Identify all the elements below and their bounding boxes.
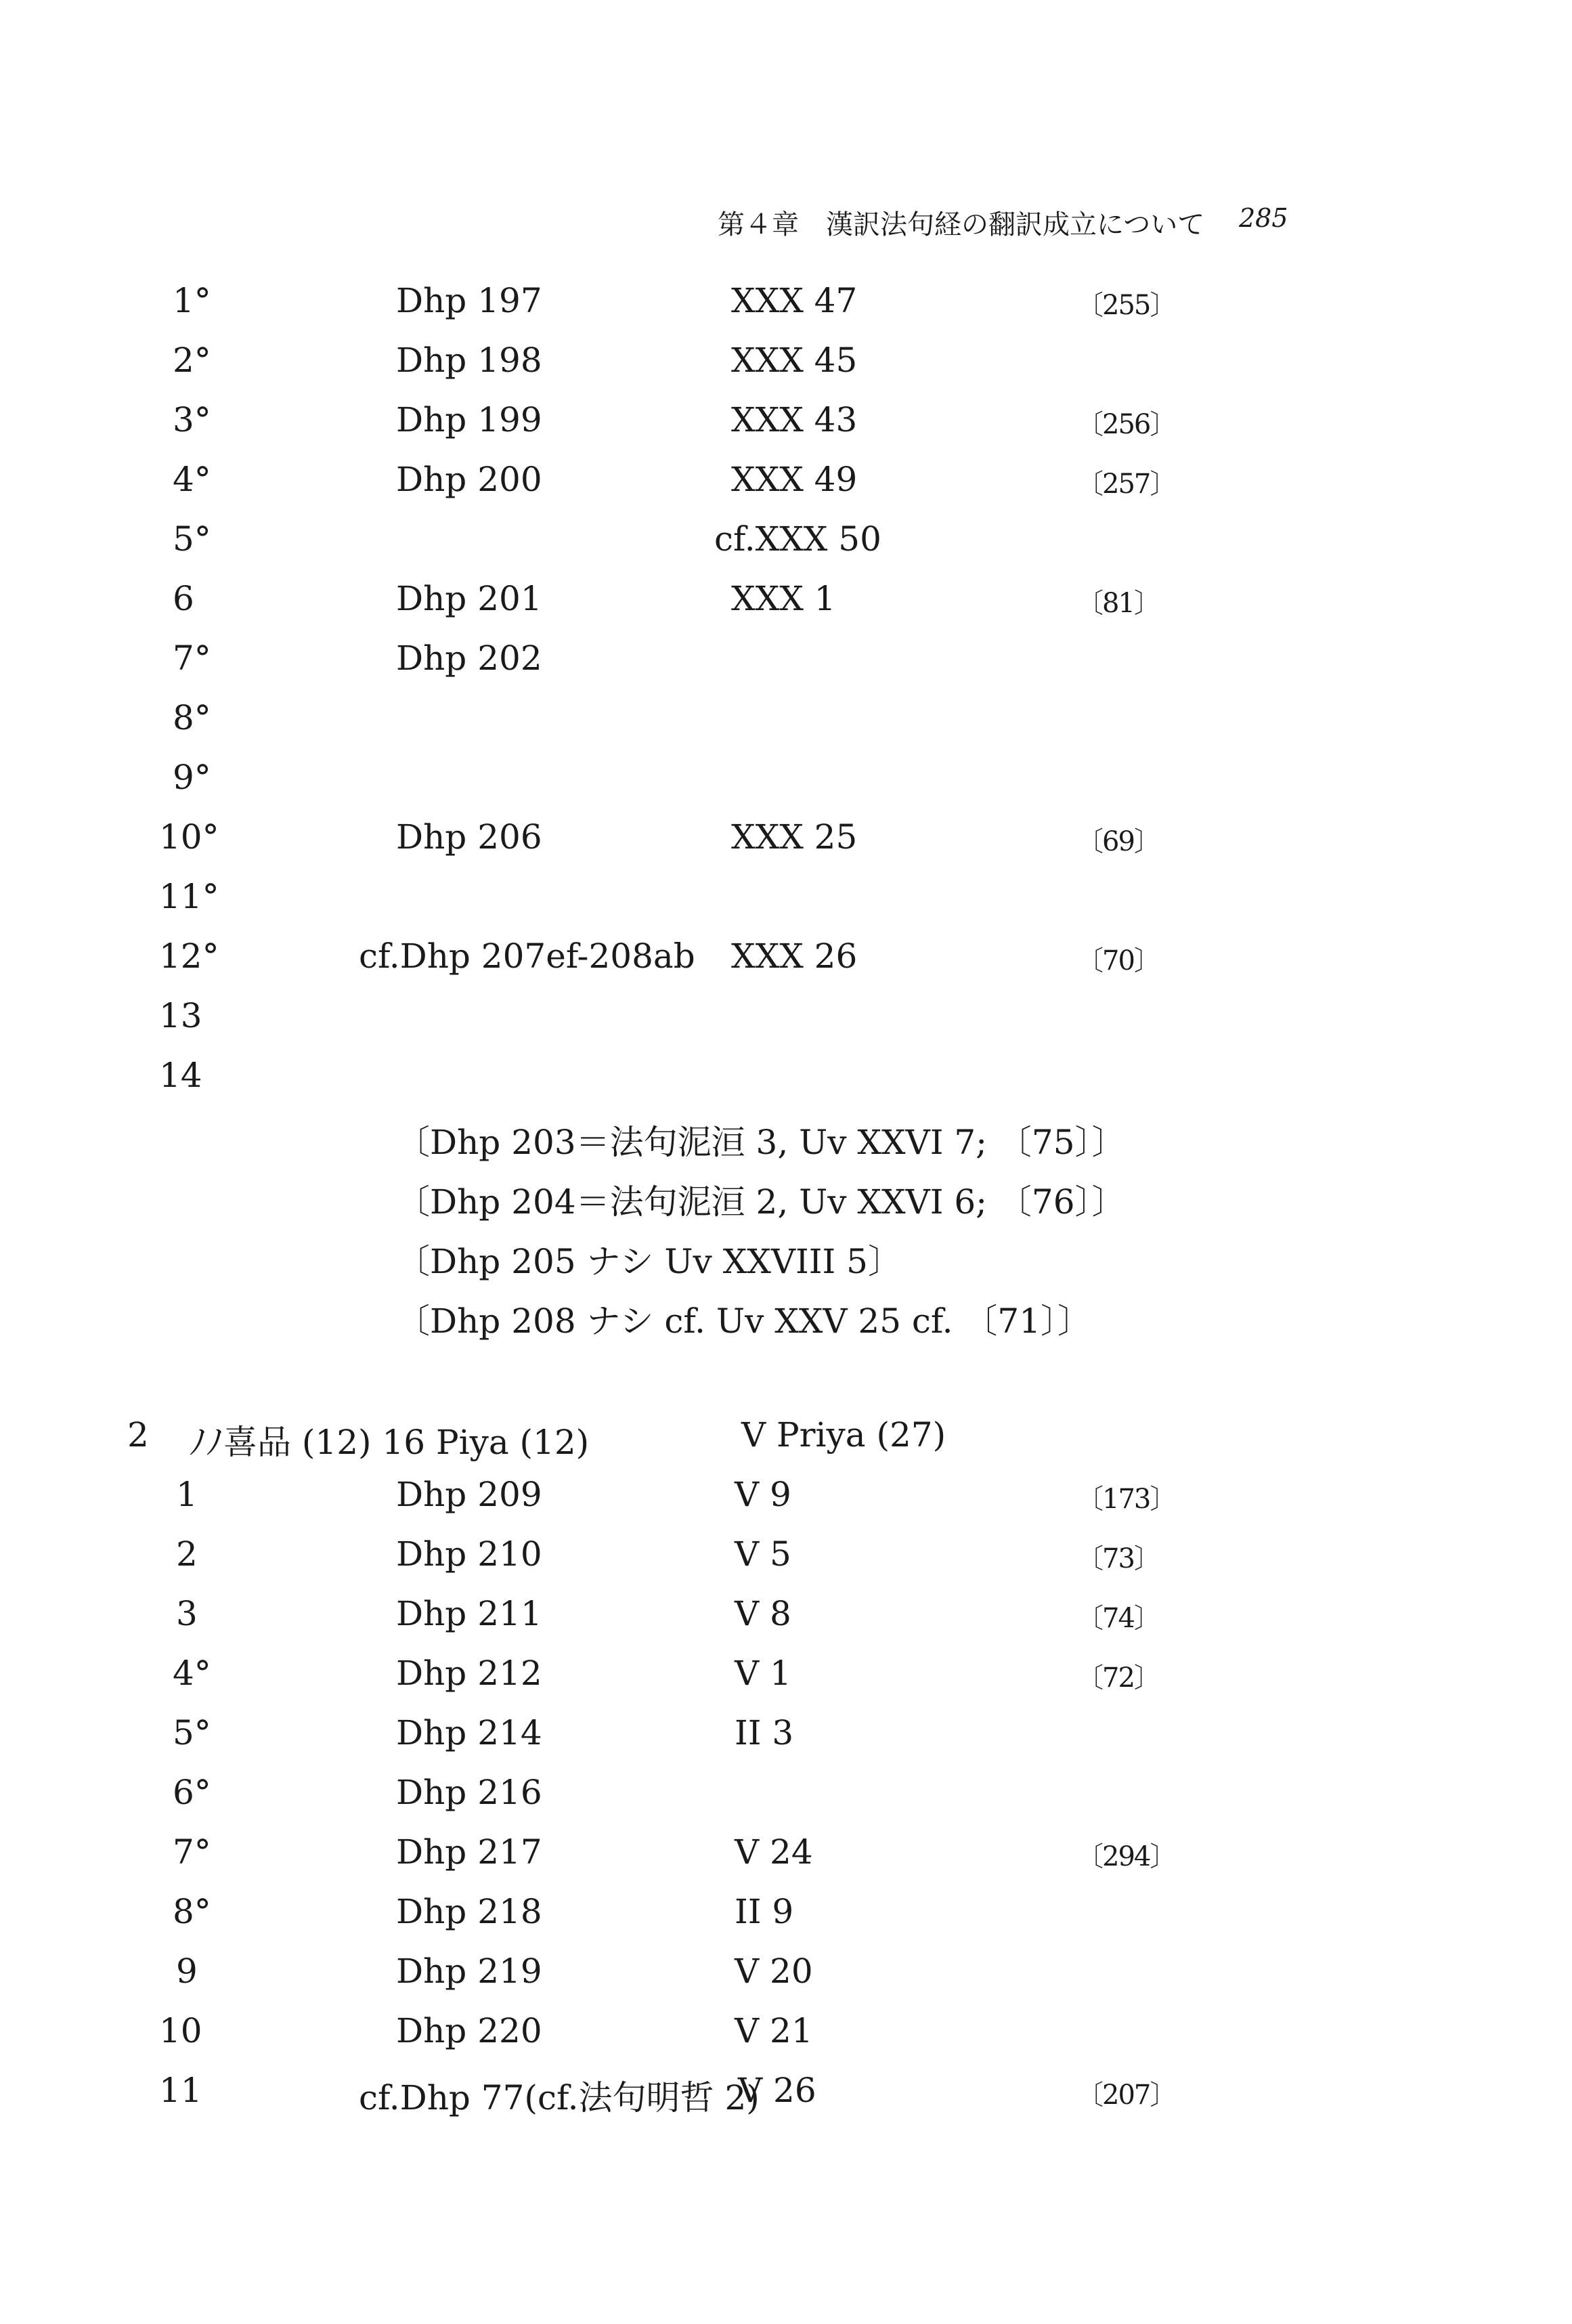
table-row [0, 996, 1572, 1050]
uv-ref: II 3 [735, 1713, 794, 1752]
verse-number: 11 [159, 2071, 202, 2110]
verse-number: 11° [159, 877, 219, 916]
table-row [0, 639, 1572, 693]
section-title: ﾉﾉ喜品 (12) 16 Piya (12) [190, 1423, 590, 1462]
verse-number: 6 [173, 579, 194, 618]
verse-number: 9° [173, 758, 211, 797]
dhp-ref: Dhp 202 [396, 639, 542, 678]
verse-number: 5° [173, 519, 211, 559]
table-row [0, 1654, 1572, 1708]
section-number: 2 [127, 1415, 149, 1455]
section-uv: V Priya (27) [741, 1415, 946, 1455]
dhp-ref: Dhp 198 [396, 341, 542, 380]
verse-number: 2 [176, 1534, 198, 1574]
chapter-title: 第４章 漢訳法句経の翻訳成立について [718, 209, 1205, 240]
bracket-ref: 〔73〕 [1076, 1543, 1160, 1574]
table-row [0, 1952, 1572, 2006]
bracket-ref: 〔257〕 [1076, 469, 1176, 500]
uv-ref: XXX 49 [731, 460, 858, 499]
uv-ref: XXX 26 [731, 937, 858, 976]
verse-number: 7° [173, 639, 211, 678]
table-row [0, 698, 1572, 752]
dhp-ref: Dhp 206 [396, 817, 542, 857]
note-line: 〔Dhp 208 ナシ cf. Uv XXV 25 cf. 〔71〕〕 [396, 1301, 1092, 1341]
table-row [0, 400, 1572, 454]
dhp-ref: Dhp 217 [396, 1832, 542, 1872]
table-row [0, 281, 1572, 335]
bracket-ref: 〔72〕 [1076, 1662, 1160, 1694]
bracket-ref: 〔256〕 [1076, 409, 1176, 440]
uv-ref: V 8 [735, 1594, 791, 1633]
verse-number: 4° [173, 460, 211, 499]
bracket-ref: 〔294〕 [1076, 1841, 1176, 1872]
uv-ref: cf.XXX 50 [714, 519, 881, 559]
verse-number: 14 [159, 1056, 202, 1095]
note-line: 〔Dhp 203＝法句泥洹 3, Uv XXVI 7; 〔75〕〕 [396, 1123, 1126, 1162]
uv-ref: V 20 [735, 1952, 813, 1991]
uv-ref: XXX 1 [731, 579, 836, 618]
verse-number: 4° [173, 1654, 211, 1693]
table-row [0, 877, 1572, 931]
verse-number: 3° [173, 400, 211, 439]
dhp-ref: Dhp 201 [396, 579, 542, 618]
verse-number: 2° [173, 341, 211, 380]
table-row [0, 2071, 1572, 2125]
uv-ref: XXX 45 [731, 341, 858, 380]
bracket-ref: 〔207〕 [1076, 2080, 1176, 2111]
table-row [0, 1713, 1572, 1767]
dhp-ref: Dhp 210 [396, 1534, 542, 1574]
table-row [0, 1534, 1572, 1589]
uv-ref: V 24 [735, 1832, 813, 1872]
verse-number: 12° [159, 937, 219, 976]
uv-ref: V 9 [735, 1475, 791, 1514]
dhp-ref: Dhp 200 [396, 460, 542, 499]
note-line: 〔Dhp 204＝法句泥洹 2, Uv XXVI 6; 〔76〕〕 [396, 1182, 1126, 1222]
dhp-ref: Dhp 219 [396, 1952, 542, 1991]
dhp-ref: Dhp 212 [396, 1654, 542, 1693]
table-row [0, 758, 1572, 812]
verse-number: 13 [159, 996, 202, 1035]
bracket-ref: 〔173〕 [1076, 1484, 1176, 1515]
note-line: 〔Dhp 205 ナシ Uv XXVIII 5〕 [396, 1242, 902, 1281]
uv-ref: XXX 25 [731, 817, 858, 857]
bracket-ref: 〔74〕 [1076, 1603, 1160, 1634]
table-row [0, 1056, 1572, 1110]
table-row [0, 1475, 1572, 1529]
dhp-ref: cf.Dhp 77(cf.法句明哲 2) [359, 2078, 760, 2117]
section-heading [0, 1415, 1572, 1469]
table-row [0, 460, 1572, 514]
verse-number: 1 [176, 1475, 198, 1514]
verse-number: 10° [159, 817, 219, 857]
bracket-ref: 〔255〕 [1076, 290, 1176, 321]
verse-number: 7° [173, 1832, 211, 1872]
uv-ref: V 21 [735, 2011, 813, 2050]
verse-number: 6° [173, 1773, 211, 1812]
verse-number: 8° [173, 698, 211, 737]
bracket-ref: 〔69〕 [1076, 826, 1160, 857]
table-row [0, 817, 1572, 872]
uv-ref: II 9 [735, 1892, 794, 1931]
dhp-ref: Dhp 214 [396, 1713, 542, 1752]
dhp-ref: Dhp 220 [396, 2011, 542, 2050]
uv-ref: V 5 [735, 1534, 791, 1574]
verse-number: 10 [159, 2011, 202, 2050]
uv-ref: XXX 43 [731, 400, 858, 439]
table-row [0, 1892, 1572, 1946]
table-row [0, 937, 1572, 991]
dhp-ref: Dhp 211 [396, 1594, 542, 1633]
table-row [0, 1594, 1572, 1648]
uv-ref: V 1 [735, 1654, 791, 1693]
dhp-ref: Dhp 216 [396, 1773, 542, 1812]
verse-number: 8° [173, 1892, 211, 1931]
verse-number: 1° [173, 281, 211, 320]
table-row [0, 579, 1572, 633]
bracket-ref: 〔81〕 [1076, 588, 1160, 619]
uv-ref: V 26 [738, 2071, 816, 2110]
table-row [0, 519, 1572, 574]
dhp-ref: Dhp 197 [396, 281, 542, 320]
table-row [0, 341, 1572, 395]
dhp-ref: cf.Dhp 207ef-208ab [359, 937, 695, 976]
bracket-ref: 〔70〕 [1076, 945, 1160, 976]
dhp-ref: Dhp 218 [396, 1892, 542, 1931]
table-row [0, 1773, 1572, 1827]
verse-number: 3 [176, 1594, 198, 1633]
verse-number: 9 [176, 1952, 198, 1991]
table-row [0, 1832, 1572, 1887]
table-row [0, 2011, 1572, 2065]
verse-number: 5° [173, 1713, 211, 1752]
dhp-ref: Dhp 199 [396, 400, 542, 439]
page-number: 285 [1239, 203, 1288, 233]
dhp-ref: Dhp 209 [396, 1475, 542, 1514]
uv-ref: XXX 47 [731, 281, 858, 320]
